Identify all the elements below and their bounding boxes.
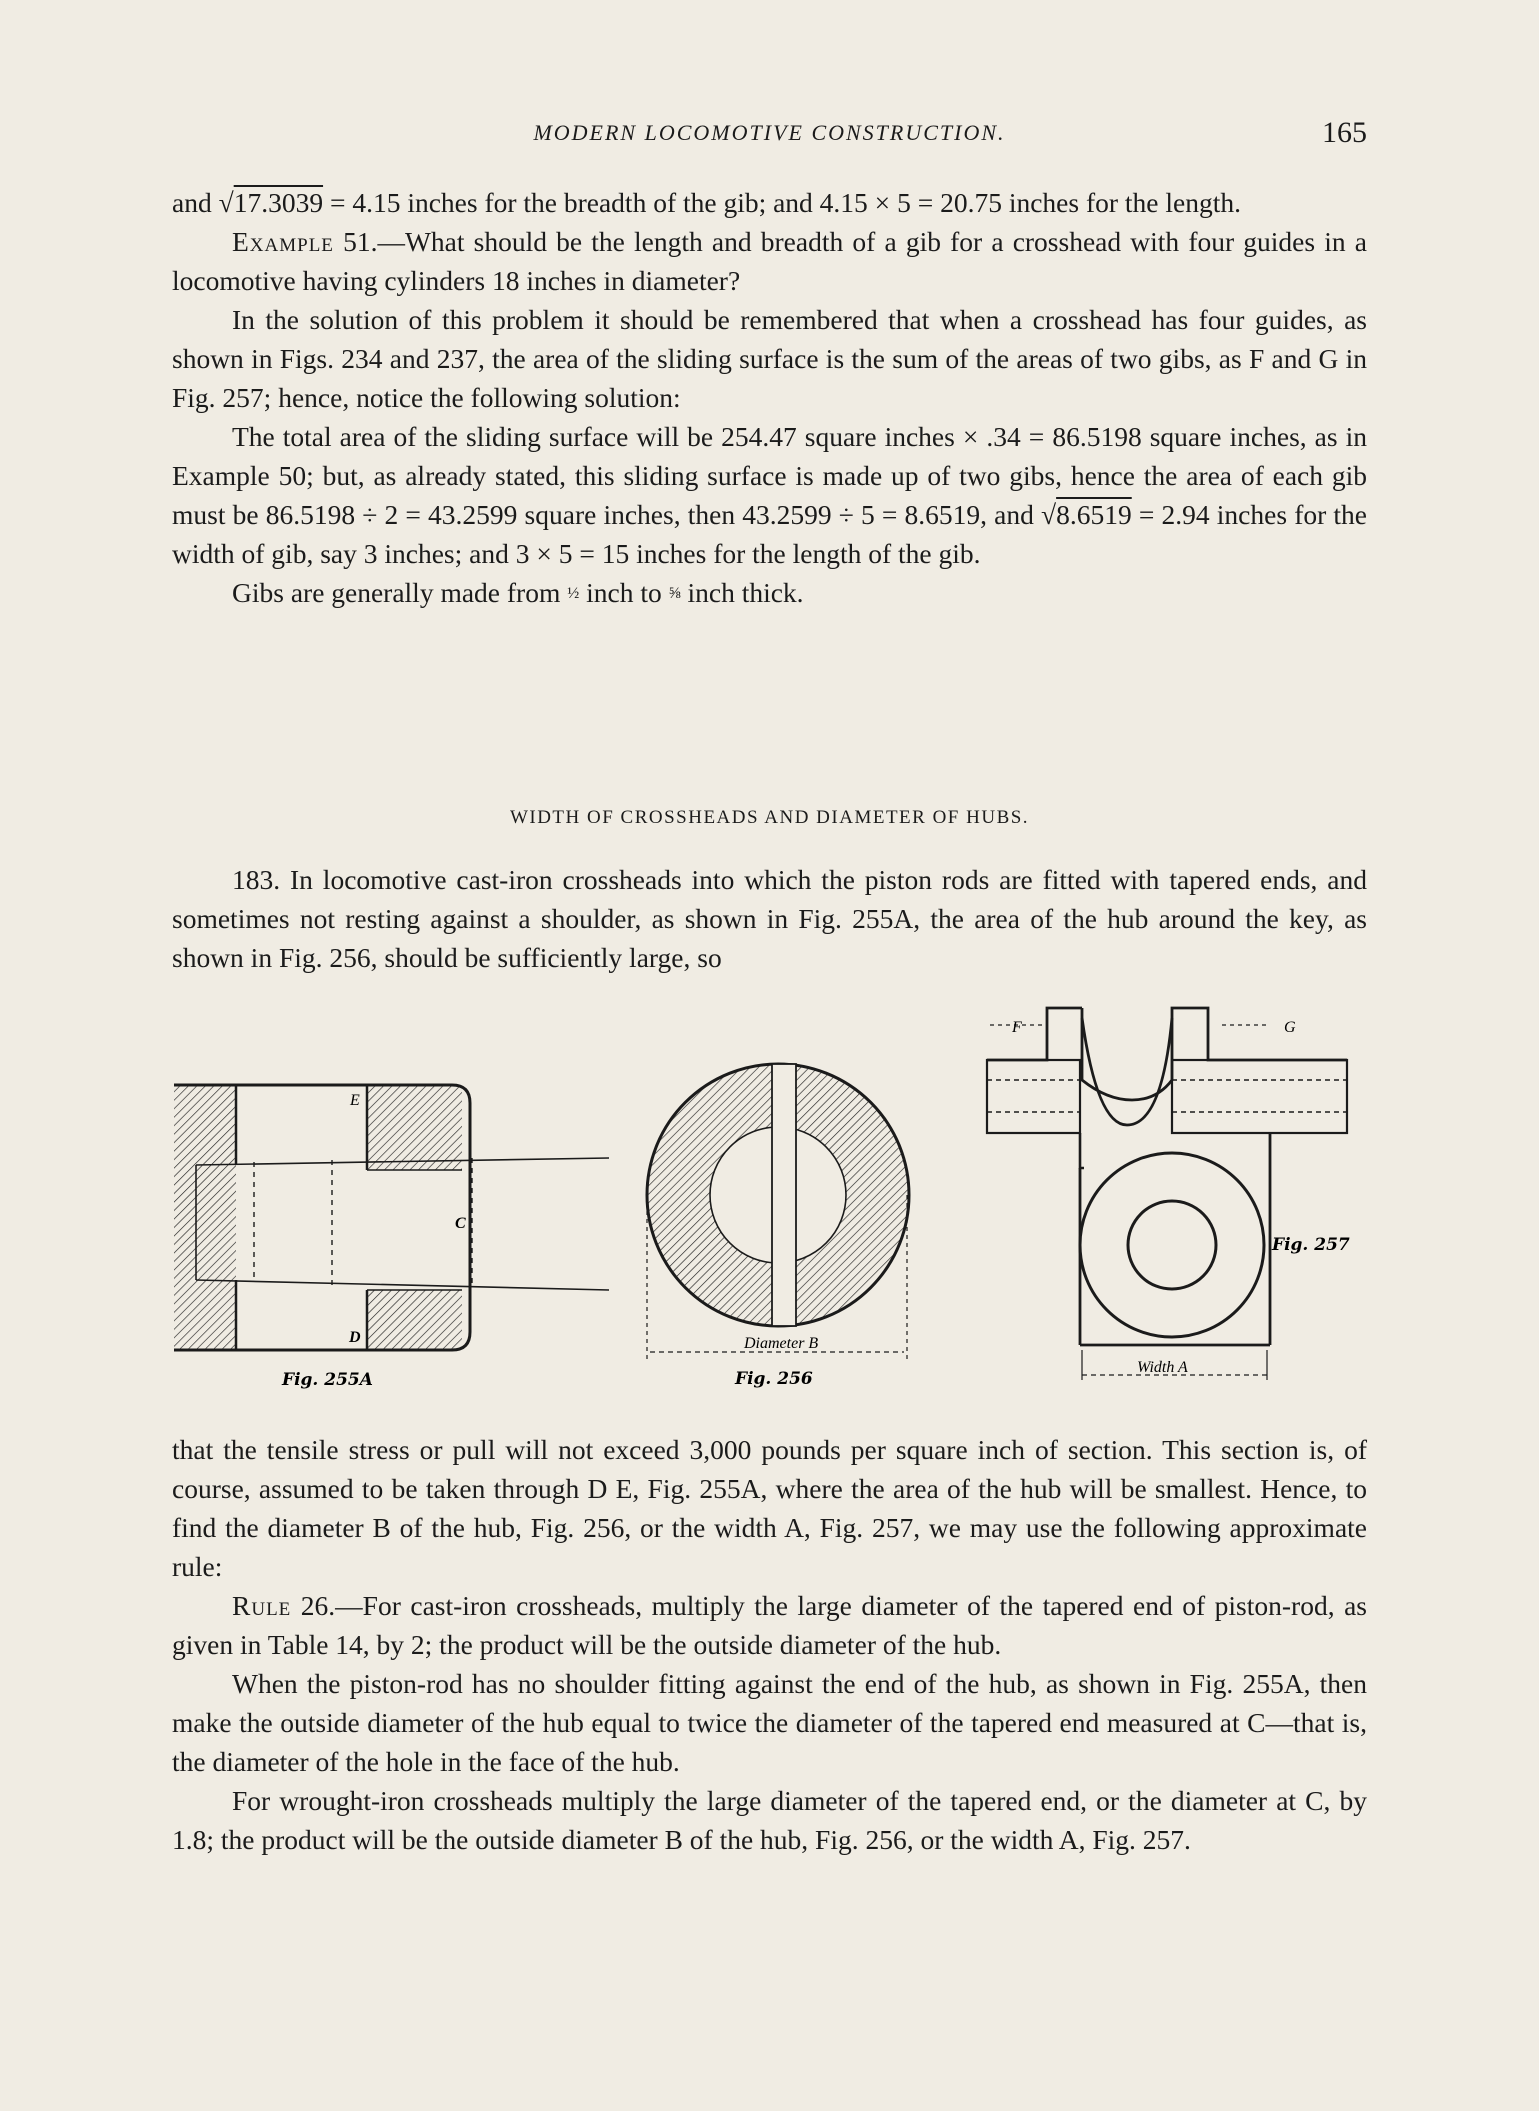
p5-text-c: inch thick. bbox=[680, 577, 804, 608]
fraction-half: ½ bbox=[567, 585, 580, 602]
figures-svg bbox=[172, 1000, 1367, 1400]
section-heading: WIDTH OF CROSSHEADS AND DIAMETER OF HUBS. bbox=[509, 807, 1030, 828]
rule-lead: Rule bbox=[232, 1590, 292, 1621]
fig-255a-drawing bbox=[174, 1085, 609, 1350]
paragraph-example-51 bbox=[172, 222, 1367, 300]
paragraph-gib-length bbox=[172, 183, 1367, 222]
paragraph-gib-thickness bbox=[172, 573, 1367, 613]
p4-text-b: = 2.94 inches for the width of gib, say 3 inches; and 3 × 5 = 15 inches for the length of the gib. bbox=[172, 499, 1367, 569]
running-title: MODERN LOCOMOTIVE CONSTRUCTION. bbox=[533, 120, 1006, 145]
paragraph-total-area bbox=[172, 417, 1367, 573]
rule-text: 26.—For cast-iron crossheads, multiply the large diameter of the tapered end of piston-rod, as given in Table 14, by 2; the product will be the outside diameter of the hub. bbox=[172, 1590, 1367, 1660]
figures-area bbox=[172, 1000, 1367, 1400]
paragraph-wrought-iron: For wrought-iron crossheads multiply the large diameter of the tapered end, or the diameter at C, by 1.8; the product will be the outside diameter B of the hub, Fig. 256, or the width A, Fig. 257. bbox=[172, 1785, 1367, 1855]
fig-257-label-g: G bbox=[1284, 1019, 1296, 1036]
page-header bbox=[172, 116, 1367, 156]
fig-255a-label-e: E bbox=[350, 1092, 360, 1109]
example-lead: Example bbox=[232, 226, 334, 257]
paragraph-tensile-stress: that the tensile stress or pull will not exceed 3,000 pounds per square inch of section. This section is, of course, assumed to be taken through D E, Fig. 255A, where the area of the hub will be smallest. Hence, to find the diameter B of the hub, Fig. 256, or the width A, Fig. 257, we may use the following approximate rule: bbox=[172, 1434, 1367, 1582]
fig-257-dimension: Width A bbox=[1137, 1359, 1188, 1376]
paragraph-183: 183. In locomotive cast-iron crossheads into which the piston rods are fitted with tapered ends, and sometimes not resting against a shoulder, as shown in Fig. 255A, the area of the hub around the key, as shown in Fig. 256, should be sufficiently large, so bbox=[172, 864, 1367, 973]
paragraph-rule-26 bbox=[172, 1586, 1367, 1664]
example-text: 51.—What should be the length and breadth of a gib for a crosshead with four guides in a locomotive having cylinders 18 inches in diameter? bbox=[172, 226, 1367, 296]
fraction-five-eighths: ⅝ bbox=[668, 585, 681, 602]
fig-255a-caption: Fig. 255A bbox=[282, 1370, 373, 1390]
section-text-block bbox=[172, 860, 1367, 977]
p5-text-a: Gibs are generally made from bbox=[232, 577, 568, 608]
fig-256-dimension: Diameter B bbox=[744, 1335, 819, 1352]
paragraph-no-shoulder: When the piston-rod has no shoulder fitting against the end of the hub, as shown in Fig. 255A, then make the outside diameter of the hub equal to twice the diameter of the tapered end measured at C—that is, the diameter of the hole in the face of the hub. bbox=[172, 1668, 1367, 1777]
p4-radicand: 8.6519 bbox=[1056, 499, 1132, 530]
paragraph-solution-intro: In the solution of this problem it should be remembered that when a crosshead has four guides, as shown in Figs. 234 and 237, the area of the sliding surface is the sum of the areas of two gibs, as F and G in Fig. 257; hence, notice the following solution: bbox=[172, 304, 1367, 413]
lower-text-block bbox=[172, 1430, 1367, 1859]
fig-255a-label-d: D bbox=[349, 1329, 361, 1346]
fig-257-label-f: F bbox=[1012, 1019, 1022, 1036]
fig-255a-label-c: C bbox=[455, 1215, 466, 1232]
p5-text-b: inch to bbox=[579, 577, 669, 608]
page-number: 165 bbox=[1322, 116, 1367, 149]
fig-257-drawing bbox=[987, 1008, 1347, 1380]
p1-radicand: 17.3039 bbox=[233, 187, 324, 218]
fig-257-caption: Fig. 257 bbox=[1272, 1235, 1350, 1255]
fig-256-drawing bbox=[647, 1064, 909, 1360]
p4-text-a: The total area of the sliding surface will be 254.47 square inches × .34 = 86.5198 square inches, as in Example 50; but, as already stated, this sliding surface is made up of two gibs, hence the area of each gib must be 86.5198 ÷ 2 = 43.2599 square inches, then 43.2599 ÷ 5 = 8.6519, and √ bbox=[172, 421, 1367, 530]
p1-text-b: = 4.15 inches for the breadth of the gib; and 4.15 × 5 = 20.75 inches for the length. bbox=[323, 187, 1241, 218]
upper-text-block bbox=[172, 183, 1367, 613]
p1-text-a: and √ bbox=[172, 187, 234, 218]
fig-256-caption: Fig. 256 bbox=[735, 1369, 813, 1389]
